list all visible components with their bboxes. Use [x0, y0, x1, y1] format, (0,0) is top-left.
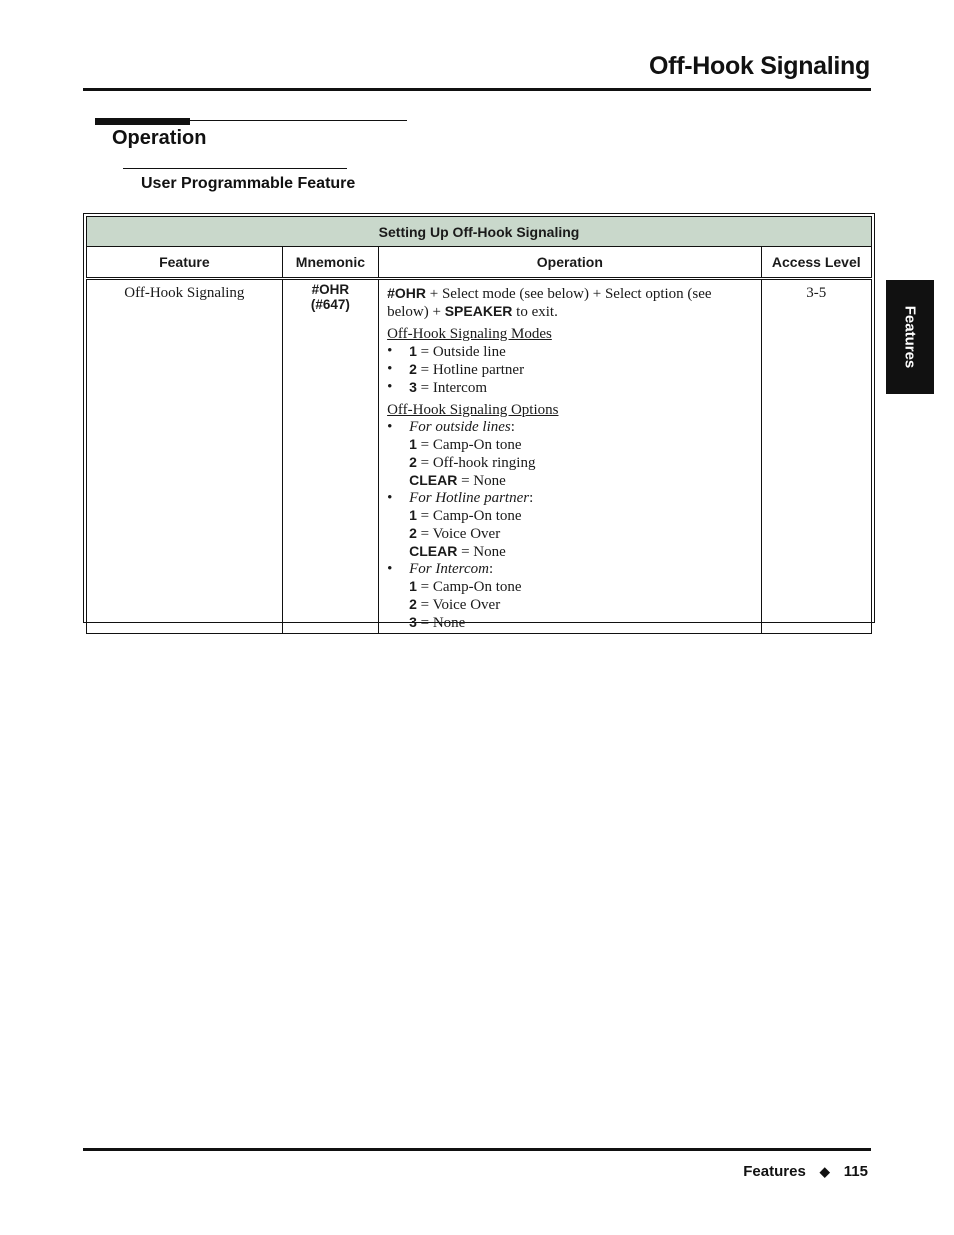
- option-group-colon: :: [510, 419, 515, 435]
- list-item: [387, 614, 754, 632]
- operation-cell: [379, 279, 761, 634]
- list-item: [387, 379, 754, 397]
- bullet-icon: •: [387, 561, 393, 577]
- mode-code: 2: [409, 361, 417, 377]
- page-footer: [743, 1163, 868, 1180]
- option-text: = Off-hook ringing: [416, 455, 536, 471]
- access-level-cell: [761, 279, 871, 634]
- option-text: = None: [457, 544, 506, 560]
- modes-heading: Off-Hook Signaling Modes: [387, 326, 552, 342]
- option-text: = Camp-On tone: [416, 579, 522, 595]
- side-tab-label: Features: [901, 305, 919, 369]
- speaker-key: SPEAKER: [444, 303, 513, 319]
- list-item: [387, 419, 754, 436]
- bullet-icon: •: [387, 343, 393, 359]
- mode-code: 1: [409, 343, 417, 359]
- section-title: Operation: [112, 127, 207, 149]
- side-tab-features[interactable]: [886, 280, 934, 394]
- feature-table: [83, 213, 875, 631]
- operation-code: #OHR: [387, 285, 426, 301]
- mnemonic-digits: (#647): [310, 297, 350, 312]
- footer-section: Features: [743, 1163, 806, 1180]
- list-item: [387, 361, 754, 379]
- options-list: [387, 419, 754, 632]
- modes-list: [387, 343, 754, 397]
- subsection-rule: [123, 168, 347, 169]
- option-group-label: For Hotline partner: [409, 490, 530, 506]
- list-item: [387, 454, 754, 472]
- options-heading: Off-Hook Signaling Options: [387, 402, 559, 418]
- mode-code: 3: [409, 379, 417, 395]
- mnemonic-cell: [282, 279, 378, 634]
- option-group-colon: :: [488, 561, 494, 577]
- operation-intro: [387, 285, 754, 321]
- table-row: [87, 279, 872, 634]
- mode-text: = Outside line: [416, 344, 506, 360]
- column-header-access-level: Access Level: [761, 247, 871, 279]
- option-text: = Voice Over: [416, 526, 501, 542]
- option-text: = None: [457, 473, 506, 489]
- option-text: = Camp-On tone: [416, 437, 522, 453]
- option-group-colon: :: [529, 490, 534, 506]
- feature-cell: [87, 279, 283, 634]
- option-code: 3: [409, 614, 417, 630]
- option-group-label: For Intercom: [409, 561, 489, 577]
- list-item: [387, 561, 754, 578]
- table-title: Setting Up Off-Hook Signaling: [87, 217, 872, 247]
- page-number: 115: [843, 1163, 868, 1180]
- page-title: Off-Hook Signaling: [649, 52, 870, 80]
- option-code: CLEAR: [409, 472, 458, 488]
- option-code: 2: [409, 596, 417, 612]
- option-group-label: For outside lines: [409, 419, 511, 435]
- header-rule: [83, 88, 871, 91]
- option-code: 2: [409, 454, 417, 470]
- column-header-operation: Operation: [379, 247, 761, 279]
- list-item: [387, 507, 754, 525]
- list-item: [387, 343, 754, 361]
- list-item: [387, 525, 754, 543]
- list-item: [387, 543, 754, 561]
- feature-name: Off-Hook Signaling: [124, 285, 245, 301]
- mnemonic-code: #OHR: [311, 282, 350, 297]
- column-header-mnemonic: Mnemonic: [282, 247, 378, 279]
- option-code: 1: [409, 507, 417, 523]
- option-code: 2: [409, 525, 417, 541]
- option-text: = Camp-On tone: [416, 508, 522, 524]
- footer-rule: [83, 1148, 871, 1151]
- bullet-icon: •: [387, 419, 393, 435]
- mode-text: = Intercom: [416, 380, 487, 396]
- list-item: [387, 472, 754, 490]
- list-item: [387, 436, 754, 454]
- list-item: [387, 578, 754, 596]
- diamond-icon: ◆: [819, 1164, 830, 1179]
- operation-text: + Select mode (see below) + Select option (see below) +: [387, 286, 712, 320]
- operation-exit-text: to exit.: [512, 304, 558, 320]
- bullet-icon: •: [387, 379, 393, 395]
- option-text: = Voice Over: [416, 597, 501, 613]
- option-code: 1: [409, 436, 417, 452]
- subsection-title: User Programmable Feature: [141, 175, 356, 192]
- column-header-feature: Feature: [87, 247, 283, 279]
- bullet-icon: •: [387, 490, 393, 506]
- mode-text: = Hotline partner: [416, 362, 525, 378]
- access-level-value: 3-5: [806, 285, 827, 301]
- list-item: [387, 596, 754, 614]
- option-text: = None: [416, 615, 466, 631]
- option-code: CLEAR: [409, 543, 458, 559]
- list-item: [387, 490, 754, 507]
- bullet-icon: •: [387, 361, 393, 377]
- option-code: 1: [409, 578, 417, 594]
- section-rule: [95, 120, 407, 121]
